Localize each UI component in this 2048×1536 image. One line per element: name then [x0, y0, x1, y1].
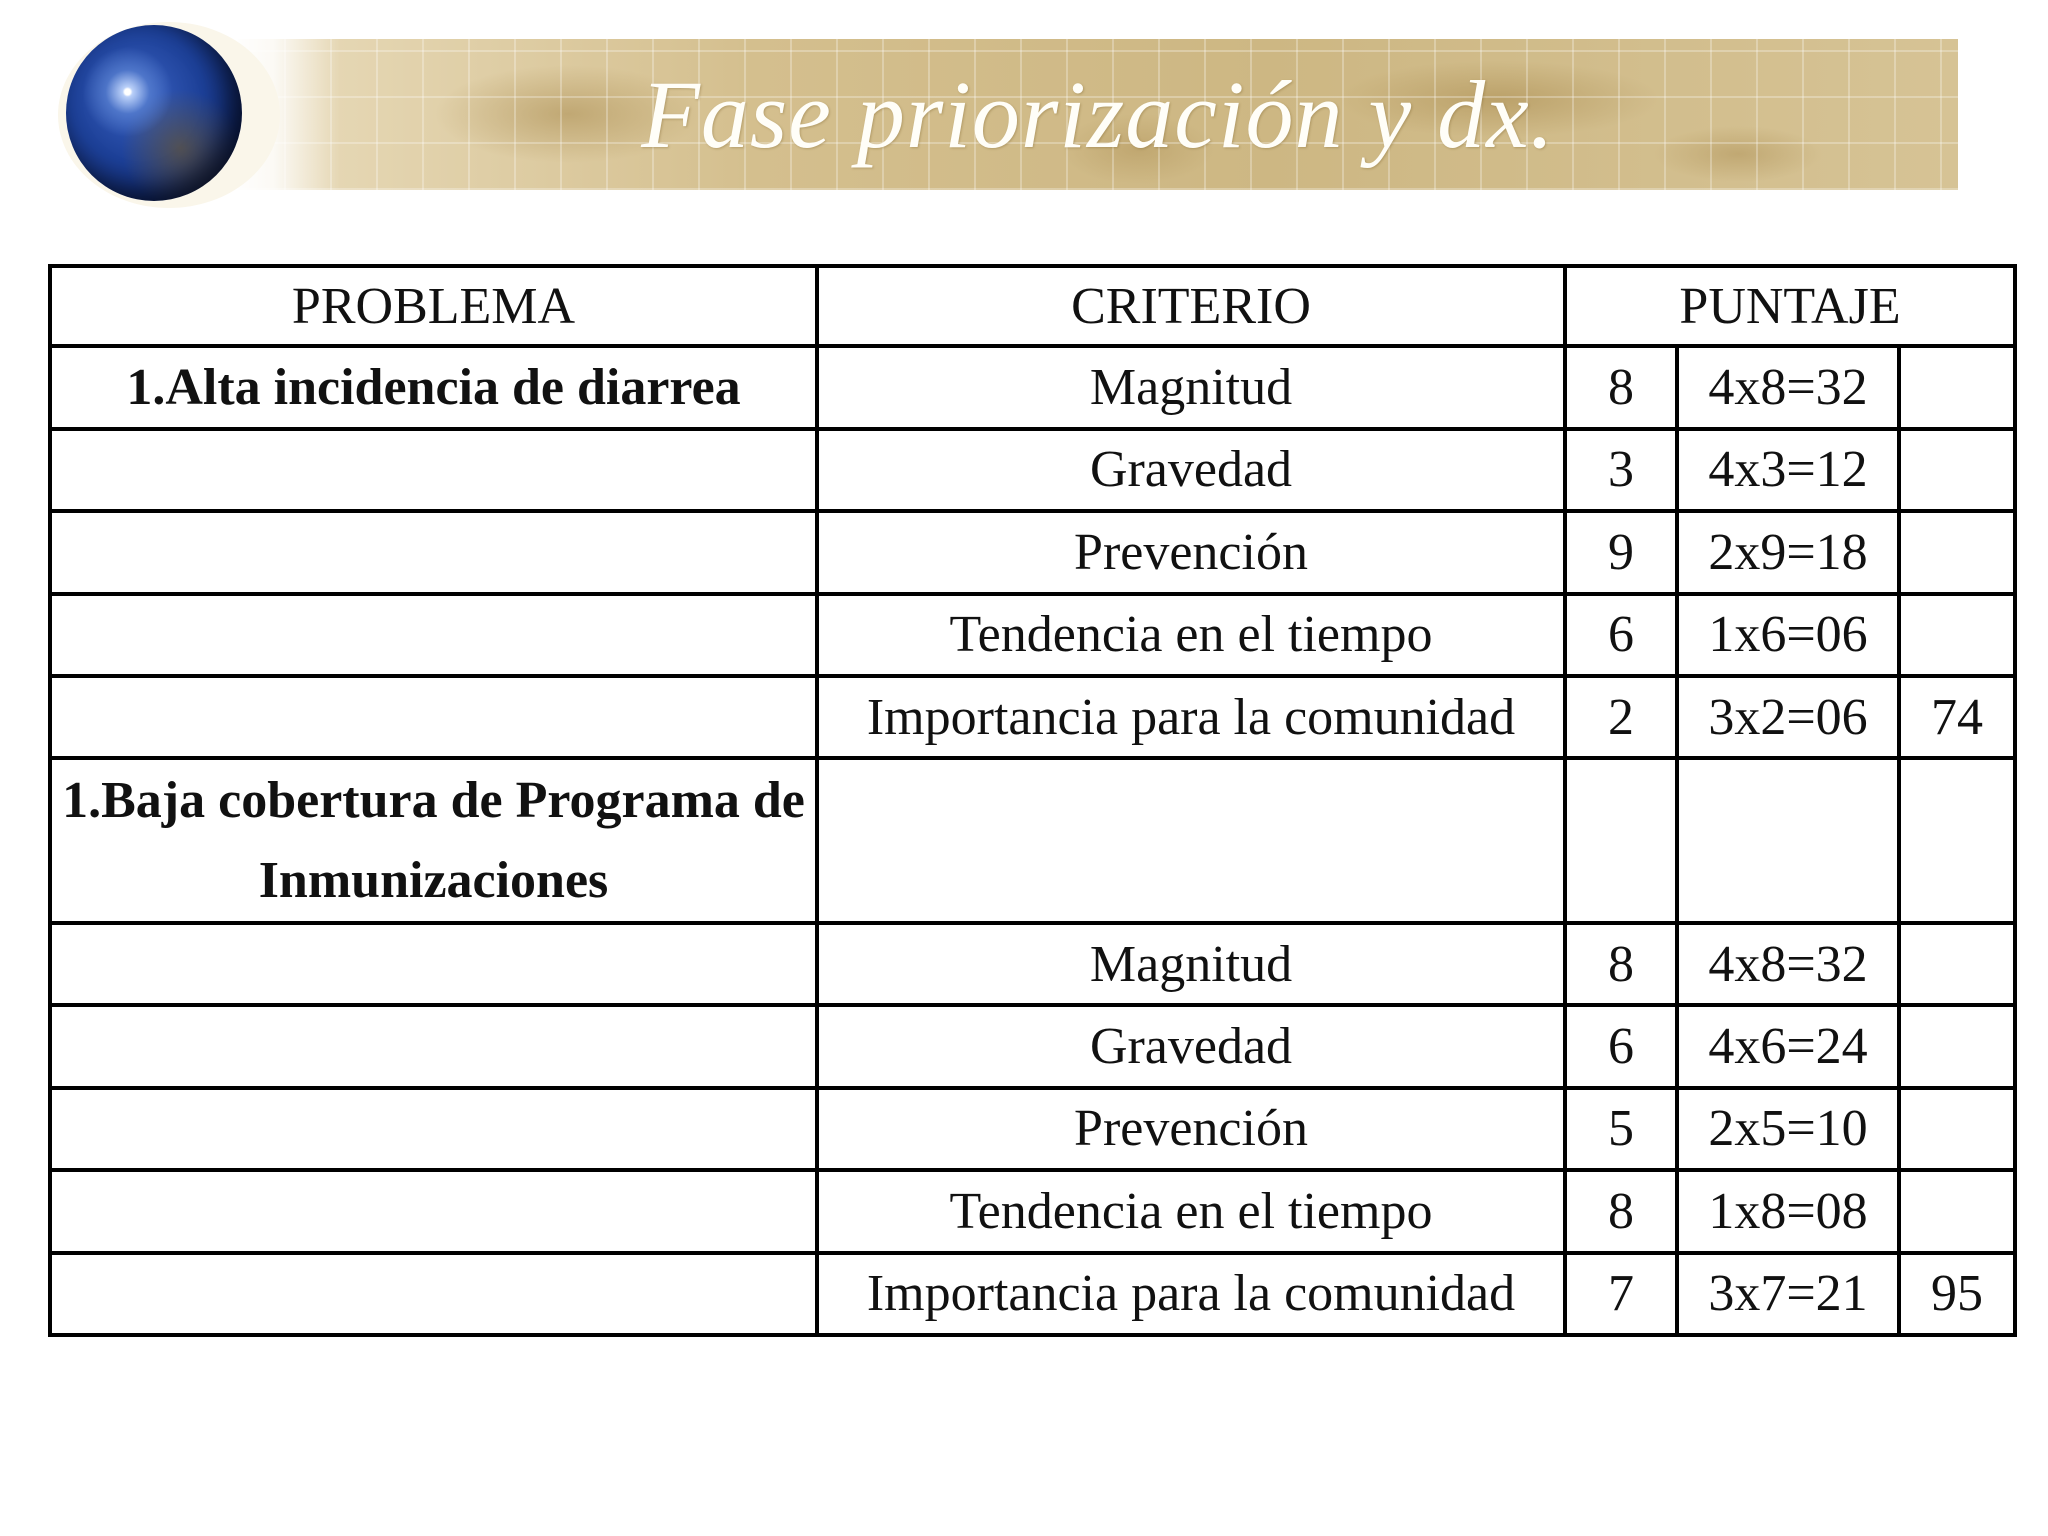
calculo-cell: 4x6=24 [1677, 1005, 1899, 1087]
table-row [50, 1005, 2015, 1087]
valor-cell: 2 [1565, 676, 1677, 758]
total-cell [1899, 1005, 2015, 1087]
table-row [50, 1170, 2015, 1252]
table-row [50, 511, 2015, 593]
criterio-cell: Importancia para la comunidad [817, 676, 1565, 758]
empty-problem-cell [50, 1088, 817, 1170]
valor-cell: 8 [1565, 1170, 1677, 1252]
globe-icon [66, 25, 242, 201]
problem-label: 1.Baja cobertura de Programa de Inmunizaciones [50, 758, 817, 923]
slide-title: Fase priorización y dx. [641, 61, 1555, 168]
calculo-cell: 2x9=18 [1677, 511, 1899, 593]
valor-cell: 6 [1565, 1005, 1677, 1087]
total-cell [1899, 923, 2015, 1005]
calculo-cell: 4x8=32 [1677, 923, 1899, 1005]
empty-criterio-cell [817, 758, 1565, 923]
table-row [50, 1088, 2015, 1170]
total-cell: 74 [1899, 676, 2015, 758]
header-criterio: CRITERIO [817, 266, 1565, 346]
criterio-cell: Importancia para la comunidad [817, 1253, 1565, 1335]
problem-label: 1.Alta incidencia de diarrea [50, 346, 817, 428]
empty-problem-cell [50, 594, 817, 676]
calculo-cell: 3x7=21 [1677, 1253, 1899, 1335]
empty-problem-cell [50, 511, 817, 593]
total-cell [1899, 1088, 2015, 1170]
calculo-cell: 3x2=06 [1677, 676, 1899, 758]
empty-valor-cell [1565, 758, 1677, 923]
header-puntaje: PUNTAJE [1565, 266, 2015, 346]
criterio-cell: Prevención [817, 511, 1565, 593]
criterio-cell: Gravedad [817, 429, 1565, 511]
criterio-cell: Magnitud [817, 923, 1565, 1005]
table-row [50, 1253, 2015, 1335]
header-row [50, 266, 2015, 346]
empty-problem-cell [50, 676, 817, 758]
criterio-cell: Prevención [817, 1088, 1565, 1170]
criterio-cell: Tendencia en el tiempo [817, 594, 1565, 676]
calculo-cell: 1x8=08 [1677, 1170, 1899, 1252]
total-cell [1899, 346, 2015, 428]
table-row [50, 676, 2015, 758]
empty-problem-cell [50, 1170, 817, 1252]
table-row [50, 594, 2015, 676]
total-cell: 95 [1899, 1253, 2015, 1335]
total-cell [1899, 429, 2015, 511]
valor-cell: 8 [1565, 346, 1677, 428]
total-cell [1899, 594, 2015, 676]
empty-problem-cell [50, 1005, 817, 1087]
valor-cell: 7 [1565, 1253, 1677, 1335]
valor-cell: 5 [1565, 1088, 1677, 1170]
table-row [50, 429, 2015, 511]
calculo-cell: 4x3=12 [1677, 429, 1899, 511]
empty-problem-cell [50, 429, 817, 511]
header-problema: PROBLEMA [50, 266, 817, 346]
valor-cell: 9 [1565, 511, 1677, 593]
table-row [50, 758, 2015, 923]
calculo-cell: 2x5=10 [1677, 1088, 1899, 1170]
total-cell [1899, 1170, 2015, 1252]
criterio-cell: Magnitud [817, 346, 1565, 428]
criterio-cell: Tendencia en el tiempo [817, 1170, 1565, 1252]
valor-cell: 3 [1565, 429, 1677, 511]
priorization-table [48, 264, 2017, 1337]
calculo-cell: 1x6=06 [1677, 594, 1899, 676]
valor-cell: 6 [1565, 594, 1677, 676]
empty-total-cell [1899, 758, 2015, 923]
total-cell [1899, 511, 2015, 593]
valor-cell: 8 [1565, 923, 1677, 1005]
table-row [50, 346, 2015, 428]
empty-problem-cell [50, 1253, 817, 1335]
table-row [50, 923, 2015, 1005]
empty-problem-cell [50, 923, 817, 1005]
calculo-cell: 4x8=32 [1677, 346, 1899, 428]
criterio-cell: Gravedad [817, 1005, 1565, 1087]
empty-calculo-cell [1677, 758, 1899, 923]
